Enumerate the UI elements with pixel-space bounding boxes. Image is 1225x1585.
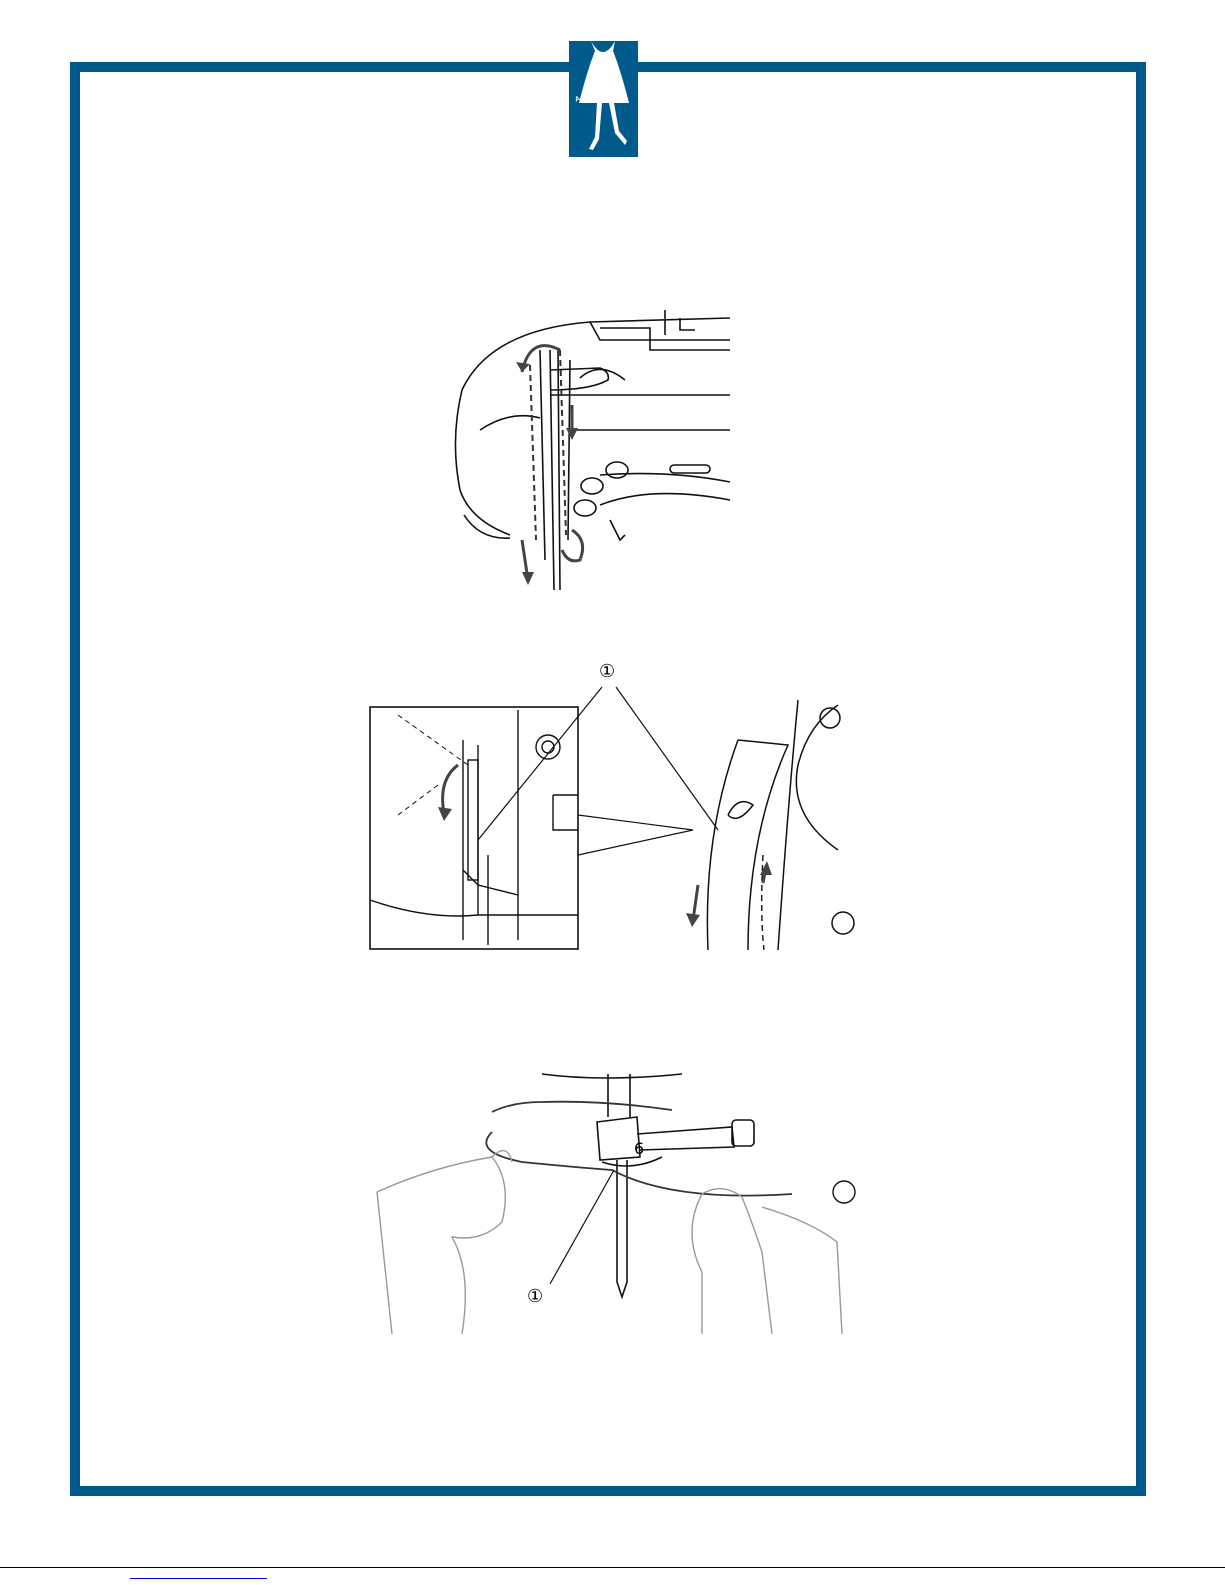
- presser-bar-number-label: 6: [634, 1139, 645, 1158]
- a-line-series-logo: [569, 41, 638, 157]
- thread-guide-inset-illustration: [368, 655, 863, 955]
- footer-rule: [0, 1567, 1225, 1568]
- logo-text: A-LINE SERIES: [574, 79, 625, 104]
- callout-marker: ①: [527, 1286, 544, 1307]
- footer-link-underline[interactable]: [130, 1578, 267, 1579]
- threading-path-illustration: [450, 310, 740, 595]
- callout-marker: ①: [599, 661, 616, 682]
- needle-threading-hands-illustration: [372, 1072, 864, 1334]
